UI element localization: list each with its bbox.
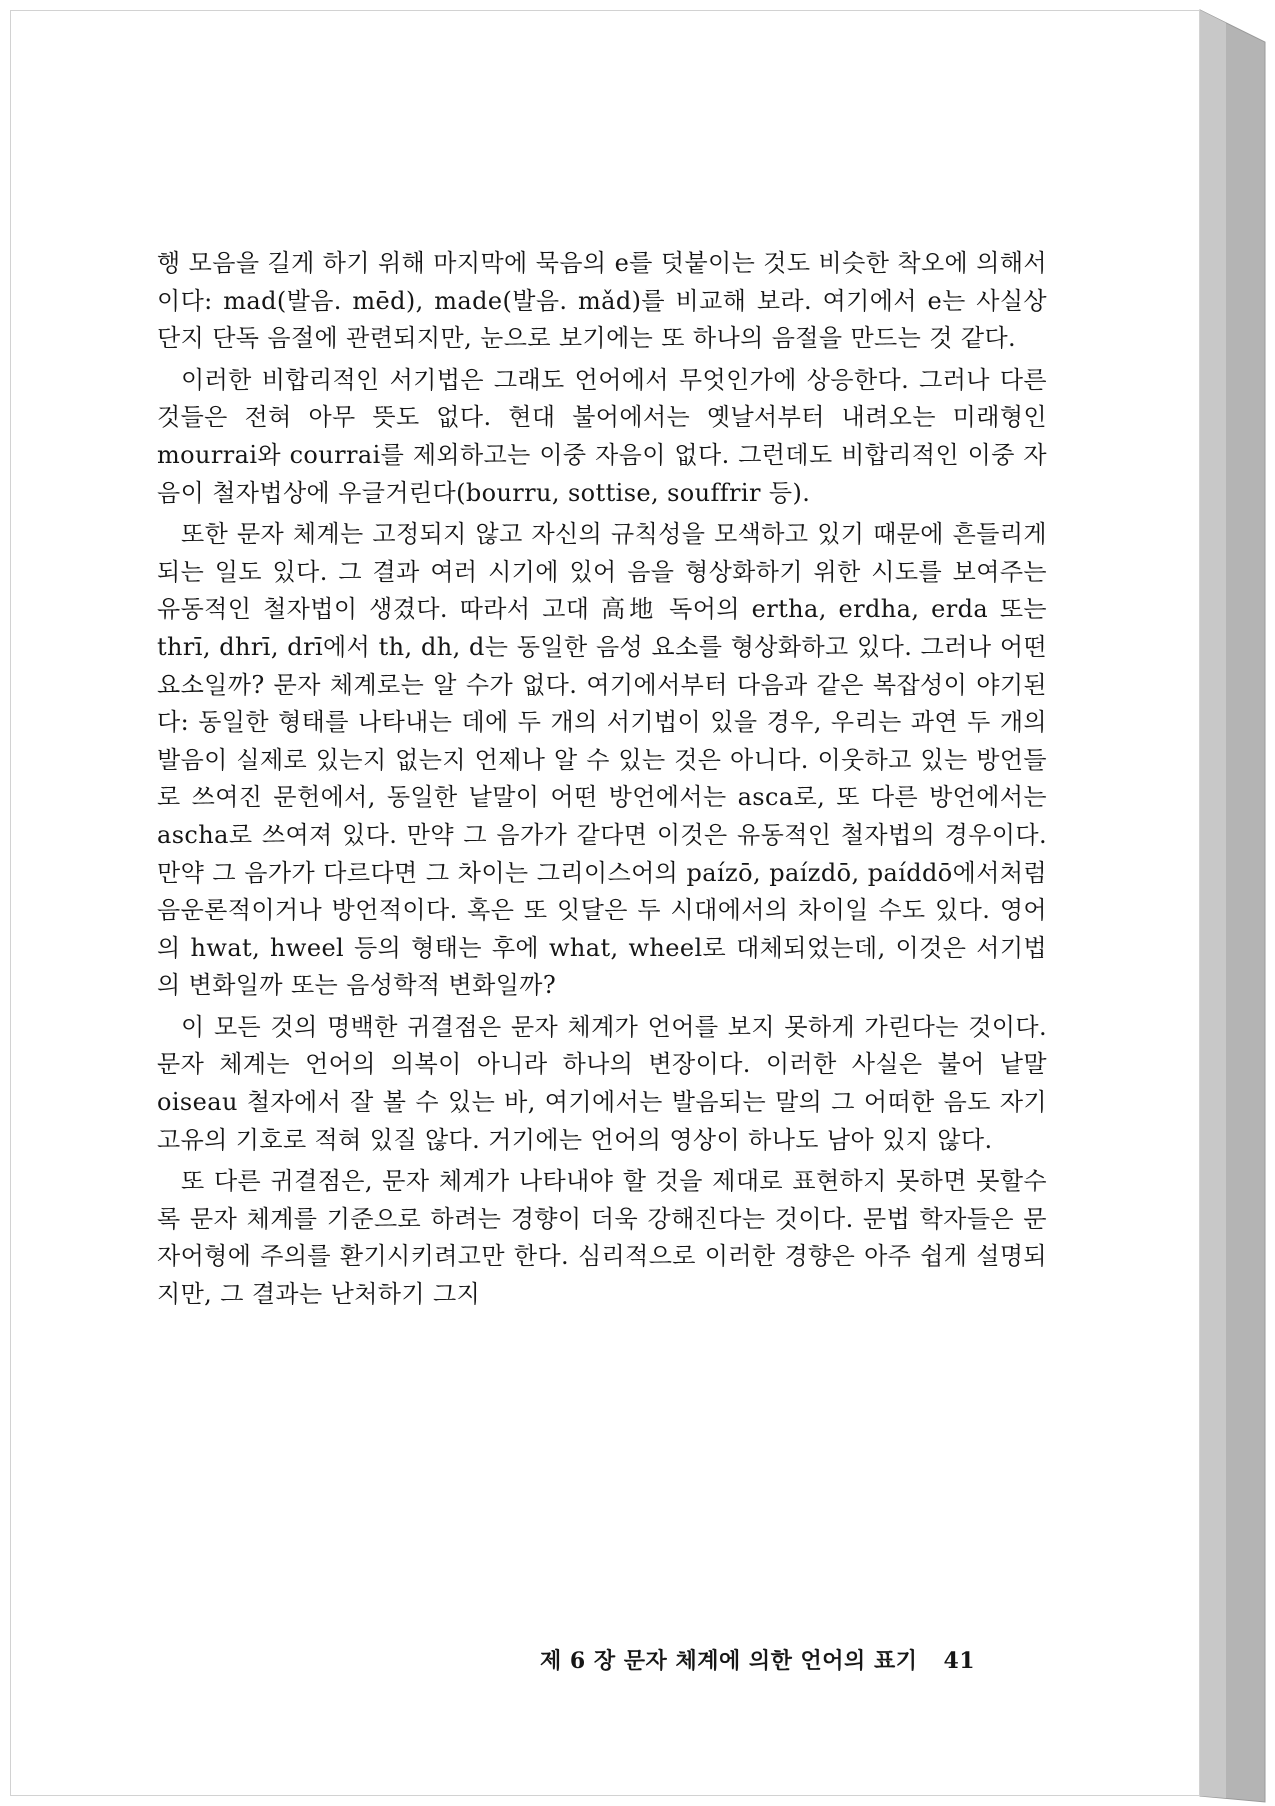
paragraph-3: 또한 문자 체계는 고정되지 않고 자신의 규칙성을 모색하고 있기 때문에 흔들리게 되는 일도 있다. 그 결과 여러 시기에 있어 음을 형상화하기 위한 시도를 보여주는 유동적인 철자법이 생겼다. 따라서 고대 高地 독어의 ertha, erdha, erda 또는 thrī, dhrī, drī에서 th, dh, d는 동일한 음성 요소를 형상화하고 있다. 그러나 어떤 요소일까? 문자 체계로는 알 수가 없다. 여기에서부터 다음과 같은 복잡성이 야기된다: 동일한 형태를 나타내는 데에 두 개의 서기법이 있을 경우, 우리는 과연 두 개의 발음이 실제로 있는지 없는지 언제나 알 수 있는 것은 아니다. 이웃하고 있는 방언들로 쓰여진 문헌에서, 동일한 낱말이 어떤 방언에서는 asca로, 또 다른 방언에서는 ascha로 쓰여져 있다. 만약 그 음가가 같다면 이것은 유동적인 철자법의 경우이다. 만약 그 음가가 다르다면 그 차이는 그리이스어의 paízō, paízdō, paíddō에서처럼 음운론적이거나 방언적이다. 혹은 또 잇달은 두 시대에서의 차이일 수도 있다. 영어의 hwat, hweel 등의 형태는 후에 what, wheel로 대체되었는데, 이것은 서기법의 변화일까 또는 음성학적 변화일까?	[157, 520, 1047, 1000]
body-text	[157, 245, 1047, 1314]
paragraph-4: 이 모든 것의 명백한 귀결점은 문자 체계가 언어를 보지 못하게 가린다는 것이다. 문자 체계는 언어의 의복이 아니라 하나의 변장이다. 이러한 사실은 불어 낱말 oiseau 철자에서 잘 볼 수 있는 바, 여기에서는 발음되는 말의 그 어떠한 음도 자기 고유의 기호로 적혀 있질 않다. 거기에는 언어의 영상이 하나도 남아 있지 않다.	[157, 1012, 1047, 1154]
paragraph-5: 또 다른 귀결점은, 문자 체계가 나타내야 할 것을 제대로 표현하지 못하면 못할수록 문자 체계를 기준으로 하려는 경향이 더욱 강해진다는 것이다. 문법 학자들은 문자어형에 주의를 환기시키려고만 한다. 심리적으로 이러한 경향은 아주 쉽게 설명되지만, 그 결과는 난처하기 그지	[157, 1167, 1047, 1309]
page-footer	[540, 1644, 1010, 1675]
paragraph-1: 행 모음을 길게 하기 위해 마지막에 묵음의 e를 덧붙이는 것도 비슷한 착오에 의해서이다: mad(발음. mēd), made(발음. mǎd)를 비교해 보라. 여기에서 e는 사실상 단지 단독 음절에 관련되지만, 눈으로 보기에는 또 하나의 음절을 만드는 것 같다.	[157, 249, 1047, 353]
page-number: 41	[943, 1648, 976, 1674]
paragraph-2: 이러한 비합리적인 서기법은 그래도 언어에서 무엇인가에 상응한다. 그러나 다른 것들은 전혀 아무 뜻도 없다. 현대 불어에서는 옛날서부터 내려오는 미래형인 mourrai와 courrai를 제외하고는 이중 자음이 없다. 그런데도 비합리적인 이중 자음이 철자법상에 우글거린다(bourru, sottise, souffrir 등).	[157, 365, 1047, 507]
running-head: 제 6 장 문자 체계에 의한 언어의 표기	[540, 1648, 918, 1674]
